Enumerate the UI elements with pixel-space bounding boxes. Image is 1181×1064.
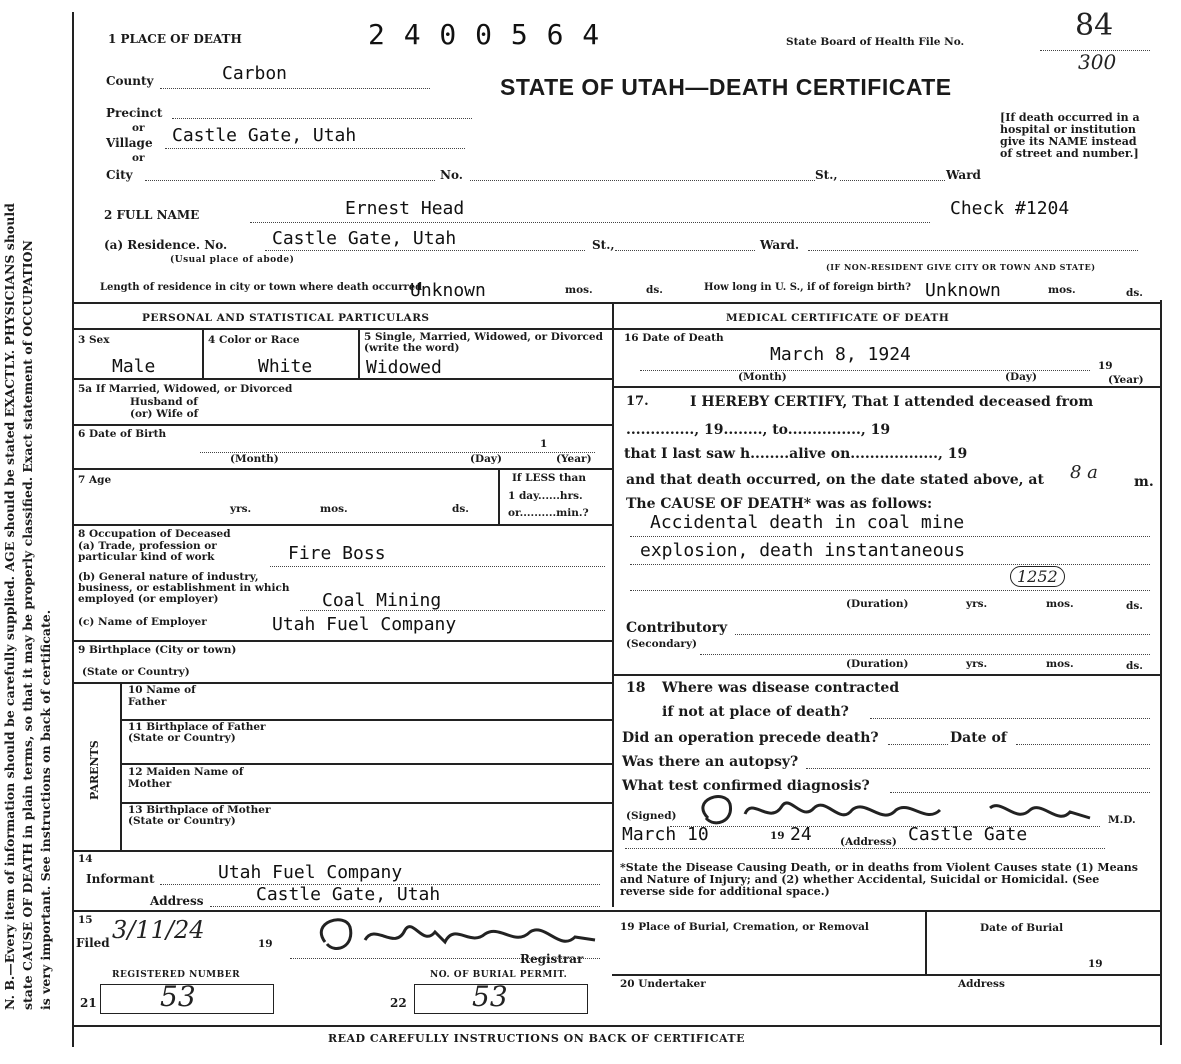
- if-less-3: or..........min.?: [508, 507, 589, 519]
- filed-value: 3/11/24: [112, 916, 205, 944]
- cause-line-2: explosion, death instantaneous: [640, 540, 966, 561]
- no-label: No.: [440, 168, 463, 182]
- occupation-a-line: [270, 566, 605, 567]
- occupation-a-value: Fire Boss: [288, 543, 386, 564]
- certify-line-2: that I last saw h........alive on.................., 19: [624, 446, 968, 462]
- precinct-line: [172, 118, 472, 119]
- filed-19: 19: [258, 938, 273, 950]
- or-label-1: or: [132, 122, 145, 134]
- place-of-death-label: 1 PLACE OF DEATH: [108, 32, 242, 46]
- occupation-label: 8 Occupation of Deceased: [78, 528, 231, 540]
- mother-bp-line: [72, 850, 612, 852]
- age-yrs: yrs.: [230, 503, 252, 515]
- signed-line: [670, 826, 1100, 827]
- death-time-m: m.: [1134, 474, 1154, 490]
- date-of-death-label: 16 Date of Death: [624, 332, 724, 344]
- undertaker-label: 20 Undertaker: [620, 978, 706, 990]
- reg-num-value: 53: [160, 980, 196, 1013]
- sex-label: 3 Sex: [78, 334, 110, 346]
- st-line: [840, 180, 945, 181]
- length-label: Length of residence in city or town where death occurred: [100, 282, 423, 293]
- q18-line: [870, 718, 1150, 719]
- cause-underline-2: [630, 564, 1150, 565]
- reg-num-no: 21: [80, 996, 97, 1010]
- row-3-line: [72, 378, 612, 380]
- age-divider: [498, 468, 500, 524]
- marital-label: 5 Single, Married, Widowed, or Divorced (write the word): [364, 331, 603, 354]
- row-16-line: [612, 386, 1160, 388]
- how-long-value: Unknown: [925, 280, 1001, 301]
- residence-value: Castle Gate, Utah: [272, 228, 457, 249]
- certify-line-1: I HEREBY CERTIFY, That I attended deceased from: [690, 394, 1094, 410]
- duration-2: (Duration): [846, 658, 909, 670]
- duration-mos-1: mos.: [1046, 598, 1074, 610]
- signed-address-value: Castle Gate: [908, 824, 1028, 845]
- signed-year: 24: [790, 824, 812, 845]
- row-19-line: [612, 974, 1160, 976]
- marital-value: Widowed: [366, 357, 442, 378]
- father-bp-line: [120, 763, 612, 765]
- residence-st-label: St.,: [592, 238, 615, 252]
- operation-date-line: [1016, 744, 1150, 745]
- burial-permit-no: 22: [390, 996, 407, 1010]
- certificate-title: STATE OF UTAH—DEATH CERTIFICATE: [500, 74, 952, 100]
- cause-line-1: Accidental death in coal mine: [650, 512, 965, 533]
- undertaker-address-label: Address: [958, 978, 1005, 990]
- residence-ward-line: [808, 250, 1138, 251]
- st-label: St.,: [815, 168, 838, 182]
- color-divider: [358, 330, 360, 378]
- signed-19: 19: [770, 830, 785, 842]
- father-label: 10 Name of Father: [128, 684, 196, 708]
- operation-date-label: Date of: [950, 730, 1007, 746]
- sex-divider: [202, 330, 204, 378]
- file-no-label: State Board of Health File No.: [786, 36, 965, 48]
- occupation-b-value: Coal Mining: [322, 590, 442, 611]
- length-value: Unknown: [410, 280, 486, 301]
- filed-no: 15: [78, 914, 93, 926]
- column-divider: [612, 302, 614, 907]
- how-long-mos: mos.: [1048, 284, 1076, 296]
- cause-code: 1252: [1010, 566, 1065, 587]
- dob-year-prefix: 1: [540, 438, 548, 450]
- age-label: 7 Age: [78, 474, 112, 486]
- signed-label: (Signed): [626, 810, 677, 822]
- row-7-line: [72, 524, 612, 526]
- no-line: [470, 180, 815, 181]
- mother-label: 12 Maiden Name of Mother: [128, 766, 244, 790]
- row-8-line: [72, 640, 612, 642]
- operation-label: Did an operation precede death?: [622, 730, 879, 746]
- duration-1: (Duration): [846, 598, 909, 610]
- date-of-death-year: (Year): [1108, 374, 1144, 386]
- reg-num-label: REGISTERED NUMBER: [112, 970, 241, 980]
- ward-label: Ward: [946, 168, 981, 182]
- spouse-label-2: Husband of: [130, 396, 198, 408]
- informant-label: Informant: [86, 872, 155, 886]
- side-note-2: state CAUSE OF DEATH in plain terms, so that it may be properly classified. Exact statement of OCCUPATION: [20, 240, 35, 1010]
- occupation-b-line: [300, 610, 605, 611]
- occupation-c-value: Utah Fuel Company: [272, 614, 457, 635]
- q18-line-2: if not at place of death?: [662, 704, 849, 720]
- secondary-label: (Secondary): [626, 638, 698, 650]
- contributory-line: [735, 634, 1150, 635]
- burial-permit-value: 53: [472, 980, 508, 1013]
- residence-st-line: [615, 250, 755, 251]
- village-label: Village: [106, 136, 153, 150]
- autopsy-label: Was there an autopsy?: [622, 754, 799, 770]
- file-no-sub: 300: [1078, 50, 1117, 74]
- duration-ds-2: ds.: [1126, 660, 1143, 672]
- birthplace-sub: (State or Country): [82, 666, 190, 678]
- hospital-note: [If death occurred in a hospital or institution give its NAME instead of street and number.]: [1000, 111, 1140, 160]
- test-label: What test confirmed diagnosis?: [622, 778, 870, 794]
- length-mos: mos.: [565, 284, 593, 296]
- village-line: [165, 148, 465, 149]
- check-number: Check #1204: [950, 198, 1070, 219]
- or-label-2: or: [132, 152, 145, 164]
- occupation-b-label: (b) General nature of industry, business, or establishment in which employed (or employer): [78, 571, 290, 605]
- sex-value: Male: [112, 356, 156, 377]
- dob-day: (Day): [470, 453, 502, 465]
- length-ds: ds.: [646, 284, 663, 296]
- row-5a-line: [72, 424, 612, 426]
- county-value: Carbon: [222, 63, 288, 84]
- death-time: 8 a: [1070, 462, 1098, 483]
- informant-address-label: Address: [150, 894, 204, 908]
- informant-no: 14: [78, 853, 93, 865]
- row-14-line: [72, 910, 1162, 912]
- registrar-label: Registrar: [520, 952, 584, 966]
- signed-address-line: [625, 848, 1105, 849]
- file-no-line: [1040, 50, 1150, 51]
- q18-line-1: Where was disease contracted: [662, 680, 900, 696]
- occupation-c-label: (c) Name of Employer: [78, 616, 207, 628]
- date-of-death-month: (Month): [738, 371, 787, 383]
- file-no: 84: [1075, 8, 1114, 43]
- certify-line-19: .............., 19........, to..............., 19: [626, 422, 891, 438]
- full-name-value: Ernest Head: [345, 198, 465, 219]
- form-top-divider: [72, 302, 1162, 304]
- city-label: City: [106, 168, 133, 182]
- certificate-number: 2 4 0 0 5 6 4: [368, 18, 601, 51]
- cause-underline-3: [630, 590, 1150, 591]
- duration-mos-2: mos.: [1046, 658, 1074, 670]
- how-long-label: How long in U. S., if of foreign birth?: [704, 282, 912, 293]
- personal-section-title: PERSONAL AND STATISTICAL PARTICULARS: [142, 312, 430, 324]
- if-less-1: If LESS than: [512, 472, 586, 484]
- q18-no: 18: [626, 680, 646, 696]
- footer-instructions: READ CAREFULLY INSTRUCTIONS ON BACK OF CERTIFICATE: [328, 1032, 745, 1045]
- how-long-ds: ds.: [1126, 287, 1143, 299]
- mother-bp-label: 13 Birthplace of Mother (State or Country): [128, 804, 271, 827]
- spouse-label-1: 5a If Married, Widowed, or Divorced: [78, 383, 293, 395]
- footnote: *State the Disease Causing Death, or in deaths from Violent Causes state (1) Means and Nature of Injury; and (2) whether Accidental, Suicidal or Homicidal. (See reverse side for additional space.): [620, 861, 1138, 898]
- if-less-2: 1 day......hrs.: [508, 490, 583, 502]
- usual-place-note: (Usual place of abode): [170, 255, 295, 265]
- cause-underline-1: [630, 536, 1150, 537]
- county-line: [160, 88, 430, 89]
- physician-signature: [690, 788, 1110, 836]
- contributory-line-2: [700, 654, 1150, 655]
- side-note-1: N. B.—Every item of information should be carefully supplied. AGE should be stated EXACTLY. PHYSICIANS should: [2, 203, 17, 1010]
- spouse-label-3: (or) Wife of: [130, 408, 199, 420]
- form-left-border: [72, 12, 74, 1047]
- color-label: 4 Color or Race: [208, 334, 300, 346]
- age-ds: ds.: [452, 503, 469, 515]
- residence-label: (a) Residence. No.: [104, 238, 228, 252]
- age-mos: mos.: [320, 503, 348, 515]
- burial-date-19: 19: [1088, 958, 1103, 970]
- signed-date: March 10: [622, 824, 709, 845]
- row-6-line: [72, 468, 612, 470]
- precinct-label: Precinct: [106, 106, 163, 120]
- duration-yrs-2: yrs.: [966, 658, 988, 670]
- signed-address-label: (Address): [840, 836, 897, 848]
- father-bp-label: 11 Birthplace of Father (State or Country): [128, 721, 266, 744]
- form-right-border: [1160, 300, 1162, 1045]
- informant-address-line: [210, 906, 600, 907]
- full-name-line: [250, 222, 930, 223]
- birthplace-label: 9 Birthplace (City or town): [78, 644, 237, 656]
- personal-title-line: [72, 328, 612, 330]
- burial-date-label: Date of Burial: [980, 922, 1064, 934]
- dob-label: 6 Date of Birth: [78, 428, 167, 440]
- informant-value: Utah Fuel Company: [218, 862, 403, 883]
- date-of-death-19: 19: [1098, 360, 1113, 372]
- autopsy-line: [806, 768, 1150, 769]
- burial-permit-label: NO. OF BURIAL PERMIT.: [430, 970, 568, 980]
- village-value: Castle Gate, Utah: [172, 125, 357, 146]
- md-label: M.D.: [1108, 814, 1136, 826]
- city-line: [145, 180, 435, 181]
- dob-year: (Year): [556, 453, 592, 465]
- color-value: White: [258, 356, 313, 377]
- residence-ward-label: Ward.: [760, 238, 800, 252]
- dob-month: (Month): [230, 453, 279, 465]
- burial-label: 19 Place of Burial, Cremation, or Removal: [620, 921, 869, 933]
- informant-address-value: Castle Gate, Utah: [256, 884, 441, 905]
- form-bottom-border: [72, 1025, 1162, 1027]
- parents-label: PARENTS: [88, 740, 101, 800]
- medical-section-title: MEDICAL CERTIFICATE OF DEATH: [726, 312, 950, 324]
- county-label: County: [106, 74, 154, 88]
- row-17-line: [612, 674, 1160, 676]
- side-note-3: is very important. See instructions on back of certificate.: [38, 609, 53, 1010]
- filed-label: Filed: [76, 936, 110, 950]
- parents-divider: [120, 682, 122, 850]
- contributory-label: Contributory: [626, 620, 728, 636]
- date-of-death-value: March 8, 1924: [770, 344, 911, 365]
- full-name-label: 2 FULL NAME: [104, 208, 200, 222]
- residence-line: [265, 250, 585, 251]
- date-of-death-day: (Day): [1005, 371, 1037, 383]
- operation-line: [888, 744, 948, 745]
- nonresident-note: (IF NON-RESIDENT GIVE CITY OR TOWN AND STATE): [826, 262, 1096, 272]
- medical-title-line: [612, 328, 1160, 330]
- duration-ds-1: ds.: [1126, 600, 1143, 612]
- certify-line-3: and that death occurred, on the date stated above, at: [626, 472, 1044, 488]
- burial-divider: [925, 912, 927, 974]
- certify-no: 17.: [626, 394, 649, 409]
- duration-yrs-1: yrs.: [966, 598, 988, 610]
- occupation-a-label: (a) Trade, profession or particular kind of work: [78, 540, 217, 563]
- cause-label: The CAUSE OF DEATH* was as follows:: [626, 496, 933, 512]
